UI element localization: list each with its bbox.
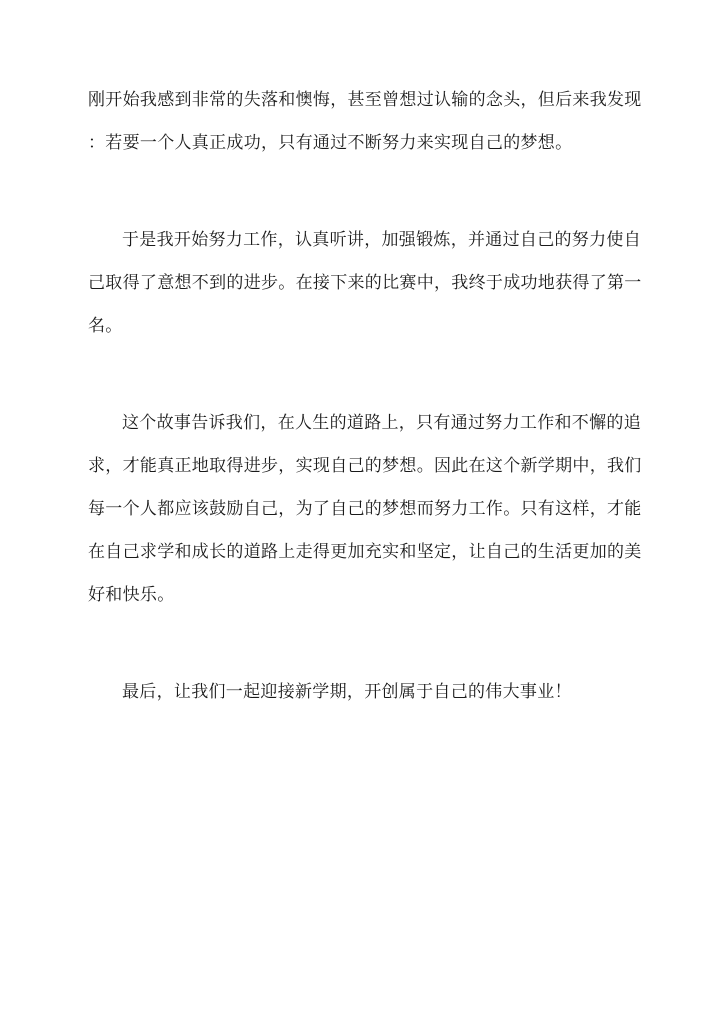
paragraph-3-line-3: 每一个人都应该鼓励自己，为了自己的梦想而努力工作。只有这样，才能 <box>88 499 642 519</box>
paragraph-3-line-5: 好和快乐。 <box>88 585 175 605</box>
paragraph-1-line-2: ：若要一个人真正成功，只有通过不断努力来实现自己的梦想。 <box>88 133 573 153</box>
paragraph-4-line-1: 最后，让我们一起迎接新学期，开创属于自己的伟大事业！ <box>122 682 572 702</box>
paragraph-3-line-4: 在自己求学和成长的道路上走得更加充实和坚定，让自己的生活更加的美 <box>88 542 642 562</box>
paragraph-2-line-2: 己取得了意想不到的进步。在接下来的比赛中，我终于成功地获得了第一 <box>88 273 642 293</box>
paragraph-2-line-3: 名。 <box>88 316 123 336</box>
paragraph-3-line-2: 求，才能真正地取得进步，实现自己的梦想。因此在这个新学期中，我们 <box>88 456 642 476</box>
paragraph-2-line-1: 于是我开始努力工作，认真听讲，加强锻炼，并通过自己的努力使自 <box>122 230 641 250</box>
paragraph-1-line-1: 刚开始我感到非常的失落和懊悔，甚至曾想过认输的念头，但后来我发现 <box>88 90 642 110</box>
paragraph-3-line-1: 这个故事告诉我们，在人生的道路上，只有通过努力工作和不懈的追 <box>122 413 641 433</box>
